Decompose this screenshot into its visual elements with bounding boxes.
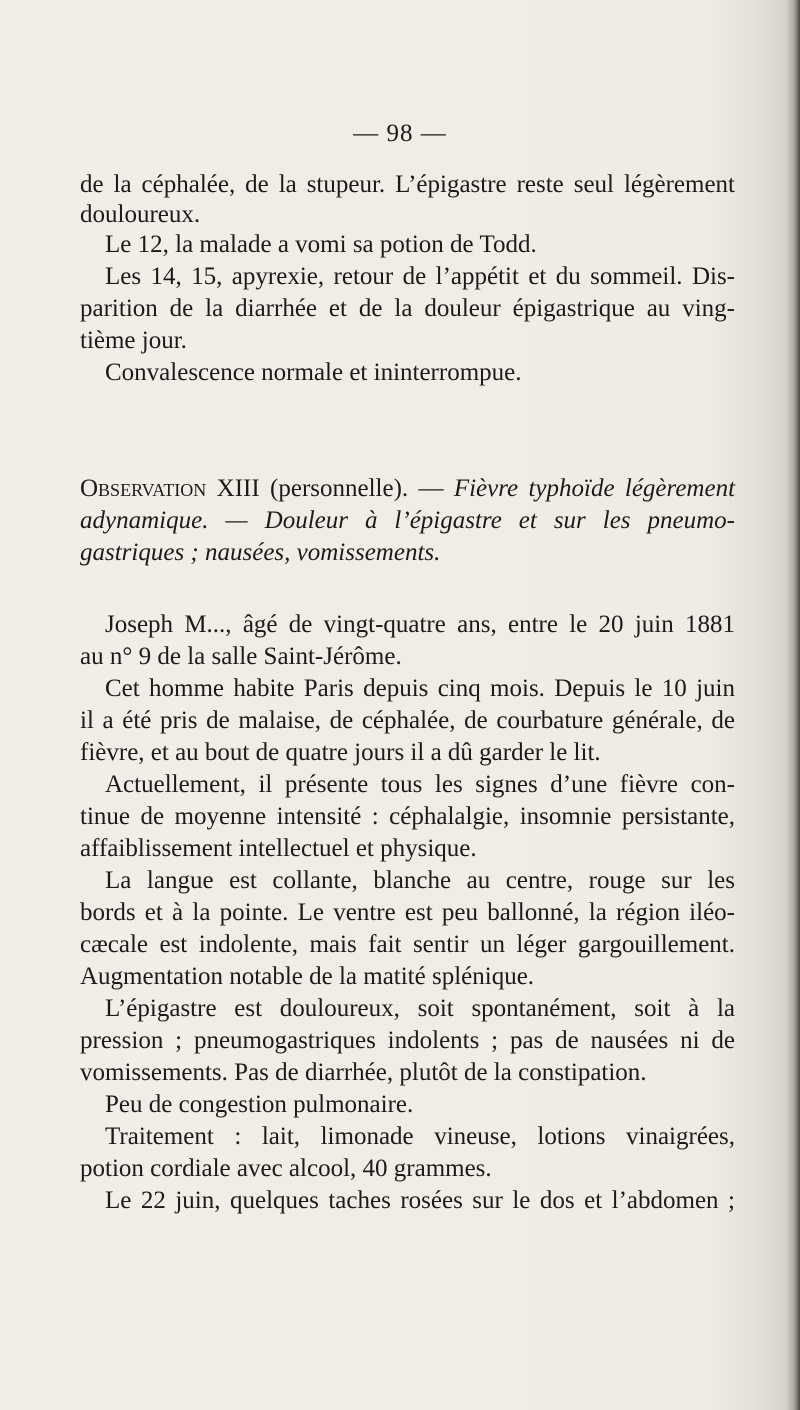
text-line: Peu de congestion pulmonaire. [105, 1091, 414, 1118]
text-line: cæcale est indolente, mais fait sentir un léger gargouillement. [80, 931, 735, 958]
text-line: Traitement : lait, limonade vineuse, lotions vinaigrées, [105, 1123, 735, 1150]
text-line: L’épigastre est douloureux, soit spontanément, soit à la [105, 995, 735, 1022]
text-line: douloureux. [80, 201, 201, 228]
observation-number: XIII [216, 475, 260, 502]
text-line: Augmentation notable de la matité splénique. [80, 963, 535, 990]
text-line: au n° 9 de la salle Saint-Jérôme. [80, 643, 402, 670]
text-line: Cet homme habite Paris depuis cinq mois. Depuis le 10 juin [105, 675, 735, 702]
text-line: affaiblissement intellectuel et physique. [80, 835, 477, 862]
text-line: fièvre, et au bout de quatre jours il a dû garder le lit. [80, 739, 601, 766]
observation-heading [80, 474, 735, 504]
observation-source: (personnelle). — [259, 475, 454, 502]
text-line: Les 14, 15, apyrexie, retour de l’appétit et du sommeil. Dis- [105, 263, 735, 290]
text-line: tième jour. [80, 327, 187, 354]
text-line: vomissements. Pas de diarrhée, plutôt de la constipation. [80, 1059, 647, 1086]
text-line: Le 12, la malade a vomi sa potion de Todd. [105, 231, 537, 258]
text-line: pression ; pneumogastriques indolents ; pas de nausées ni de [80, 1027, 735, 1054]
text-line: tinue de moyenne intensité : céphalalgie, insomnie persistante, [80, 803, 735, 830]
text-line: parition de la diarrhée et de la douleur épigastrique au ving- [80, 295, 735, 322]
observation-label: Observation [80, 475, 207, 502]
observation-subtitle-line: gastriques ; nausées, vomissements. [80, 539, 441, 566]
observation-title: Fièvre typhoïde légèrement [453, 475, 736, 502]
text-line: Convalescence normale et ininterrompue. [105, 359, 522, 386]
text-line: La langue est collante, blanche au centre, rouge sur les [105, 867, 735, 894]
observation-subtitle-line: adynamique. — Douleur à l’épigastre et sur les pneumo- [80, 507, 735, 534]
text-line: Joseph M..., âgé de vingt-quatre ans, entre le 20 juin 1881 [105, 611, 735, 638]
text-line: bords et à la pointe. Le ventre est peu ballonné, la région iléo- [80, 899, 735, 926]
text-line: potion cordiale avec alcool, 40 grammes. [80, 1155, 492, 1182]
page-edge-shadow [786, 0, 800, 1410]
text-line: il a été pris de malaise, de céphalée, de courbature générale, de [80, 707, 735, 734]
page-number: — 98 — [353, 120, 447, 147]
text-line: Actuellement, il présente tous les signes d’une fièvre con- [105, 771, 735, 798]
text-line: Le 22 juin, quelques taches rosées sur le dos et l’abdomen ; [105, 1187, 735, 1214]
text-line: de la céphalée, de la stupeur. L’épigastre reste seul légèrement [80, 171, 735, 198]
